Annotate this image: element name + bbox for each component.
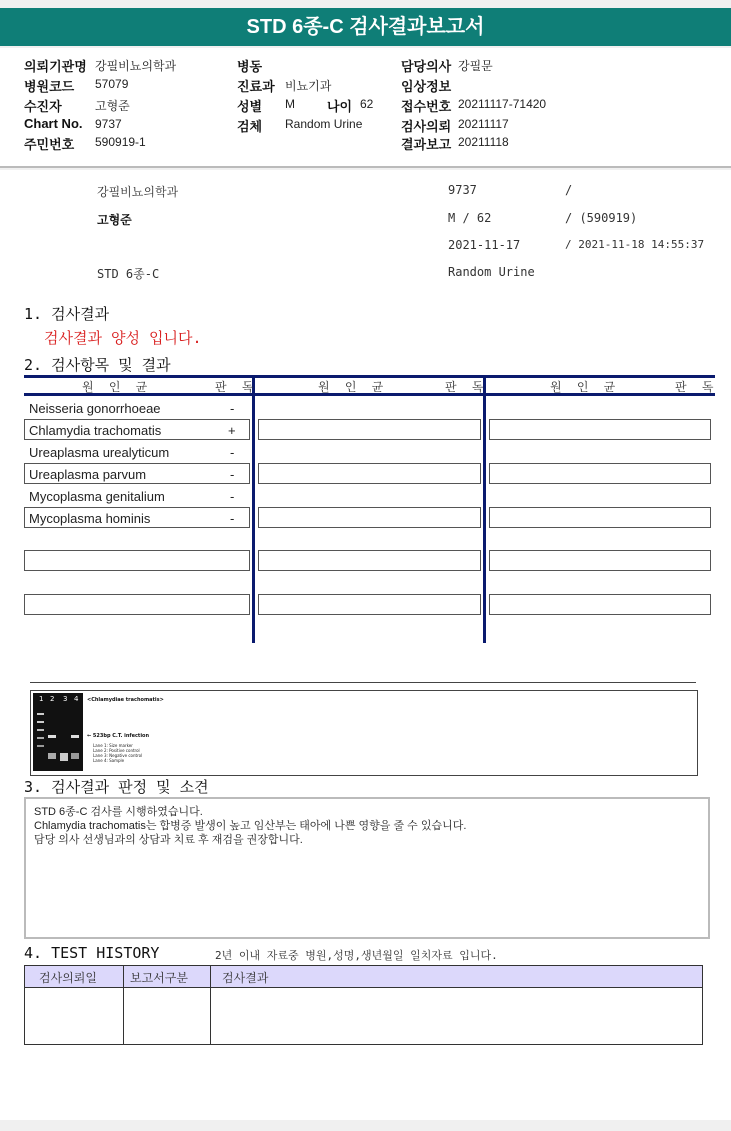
gel-title: <Chlamydiae trachomatis> xyxy=(87,697,164,703)
pathogen-name: Ureaplasma urealyticum xyxy=(29,445,170,460)
patient-header xyxy=(0,48,731,168)
label-patient: 수진자 xyxy=(24,99,62,114)
opinion-box xyxy=(24,797,710,939)
lane-label: 2 xyxy=(50,695,55,703)
th-judge-1: 판 독 xyxy=(215,380,258,394)
label-clinical-info: 임상정보 xyxy=(401,79,452,94)
pathogen-result: - xyxy=(230,445,235,460)
summary-sex-age: M / 62 xyxy=(448,211,492,225)
th-pathogen-3: 원 인 균 xyxy=(550,380,620,394)
value-receipt-no: 20211117-71420 xyxy=(458,97,547,111)
label-sex: 성별 xyxy=(237,99,263,114)
col2-row-box xyxy=(258,550,481,571)
opinion-line: 담당 의사 선생님과의 상담과 치료 후 재검을 권장합니다. xyxy=(34,834,303,846)
pathogen-name: Neisseria gonorrhoeae xyxy=(29,401,161,416)
opinion-line: STD 6종-C 검사를 시행하였습니다. xyxy=(34,806,203,818)
col2-row-box xyxy=(258,463,481,484)
value-hospital-code: 57079 xyxy=(95,77,129,91)
section-2-heading: 2. 검사항목 및 결과 xyxy=(24,356,171,374)
summary-chart: 9737 xyxy=(448,183,477,197)
summary-clinic: 강필비뇨의학과 xyxy=(97,185,179,199)
summary-patient: 고형준 xyxy=(97,213,132,227)
summary-birth: / (590919) xyxy=(565,211,638,225)
section-3-heading: 3. 검사결과 판정 및 소견 xyxy=(24,778,209,796)
section-4-heading: 4. TEST HISTORY xyxy=(24,944,160,962)
history-th-report-type: 보고서구분 xyxy=(130,971,188,985)
th-pathogen-2: 원 인 균 xyxy=(318,380,388,394)
label-specimen: 검체 xyxy=(237,119,263,134)
lane-label: 1 xyxy=(39,695,44,703)
report-title: STD 6종-C 검사결과보고서 xyxy=(0,8,731,46)
history-th-request-date: 검사의뢰일 xyxy=(39,971,97,985)
th-pathogen-1: 원 인 균 xyxy=(82,380,152,394)
col3-row-box xyxy=(489,507,711,528)
value-age: 62 xyxy=(360,97,374,111)
pathogen-result: + xyxy=(228,423,236,438)
gel-legend-item: Lane 4: Sample xyxy=(93,758,125,763)
summary-report-datetime: / 2021-11-18 14:55:37 xyxy=(565,238,705,251)
label-chart-no: Chart No. xyxy=(24,116,83,131)
value-sex: M xyxy=(285,97,295,111)
col2-row-box xyxy=(258,594,481,615)
label-request-date: 검사의뢰 xyxy=(401,119,452,134)
value-department: 비뇨기과 xyxy=(285,79,332,93)
row-box-8 xyxy=(24,550,250,571)
value-patient: 고형준 xyxy=(95,99,130,113)
pathogen-result: - xyxy=(230,467,235,482)
pathogen-name: Mycoplasma hominis xyxy=(29,511,151,526)
history-note: 2년 이내 자료중 병원,성명,생년월일 일치자료 입니다. xyxy=(215,949,498,962)
gel-band-label: ← 523bp C.T. infection xyxy=(87,733,150,739)
label-doctor: 담당의사 xyxy=(401,59,452,74)
label-ward: 병동 xyxy=(237,59,263,74)
summary-request-date: 2021-11-17 xyxy=(448,238,521,252)
col3-row-box xyxy=(489,463,711,484)
col3-row-box xyxy=(489,550,711,571)
lane-label: 3 xyxy=(63,695,68,703)
label-department: 진료과 xyxy=(237,79,275,94)
col2-row-box xyxy=(258,419,481,440)
gel-top-rule xyxy=(30,682,696,683)
label-resident-no: 주민번호 xyxy=(24,137,75,152)
value-doctor: 강필문 xyxy=(458,59,493,73)
pathogen-name: Ureaplasma parvum xyxy=(29,467,147,482)
overall-result: 검사결과 양성 입니다. xyxy=(44,329,202,347)
th-judge-3: 판 독 xyxy=(675,380,718,394)
col2-row-box xyxy=(258,507,481,528)
label-report-date: 결과보고 xyxy=(401,137,452,152)
gel-legend-item: Lane 1: Size marker xyxy=(93,743,133,748)
table-divider-2 xyxy=(483,375,486,643)
history-th-result: 검사결과 xyxy=(222,971,269,985)
pathogen-name: Mycoplasma genitalium xyxy=(29,489,165,504)
section-1-heading: 1. 검사결과 xyxy=(24,305,110,323)
value-specimen: Random Urine xyxy=(285,117,363,131)
value-resident-no: 590919-1 xyxy=(95,135,146,149)
value-report-date: 20211118 xyxy=(458,135,509,149)
label-age: 나이 xyxy=(327,99,353,114)
pathogen-name: Chlamydia trachomatis xyxy=(29,423,162,438)
pathogen-result: - xyxy=(230,489,235,504)
label-receipt-no: 접수번호 xyxy=(401,99,452,114)
gel-legend-item: Lane 2: Positive control xyxy=(93,748,140,753)
summary-chart-sep: / xyxy=(565,183,573,197)
label-clinic: 의뢰기관명 xyxy=(24,59,87,74)
col3-row-box xyxy=(489,594,711,615)
table-divider-1 xyxy=(252,375,255,643)
opinion-line: Chlamydia trachomatis는 합병증 발생이 높고 임산부는 태아에 나쁜 영향을 줄 수 있습니다. xyxy=(34,820,467,832)
gel-image-panel xyxy=(30,690,698,776)
summary-test-name: STD 6종-C xyxy=(97,267,160,281)
value-chart-no: 9737 xyxy=(95,117,122,131)
value-clinic: 강필비뇨의학과 xyxy=(95,59,177,73)
value-request-date: 20211117 xyxy=(458,117,509,131)
row-box-10 xyxy=(24,594,250,615)
pathogen-result: - xyxy=(230,401,235,416)
label-hospital-code: 병원코드 xyxy=(24,79,75,94)
summary-specimen: Random Urine xyxy=(448,265,535,279)
col3-row-box xyxy=(489,419,711,440)
gel-legend-item: Lane 3: Negative control xyxy=(93,753,143,758)
pathogen-result: - xyxy=(230,511,235,526)
history-table xyxy=(24,965,703,1045)
th-judge-2: 판 독 xyxy=(445,380,488,394)
gel-electrophoresis-image xyxy=(31,691,697,775)
lane-label: 4 xyxy=(74,695,79,703)
